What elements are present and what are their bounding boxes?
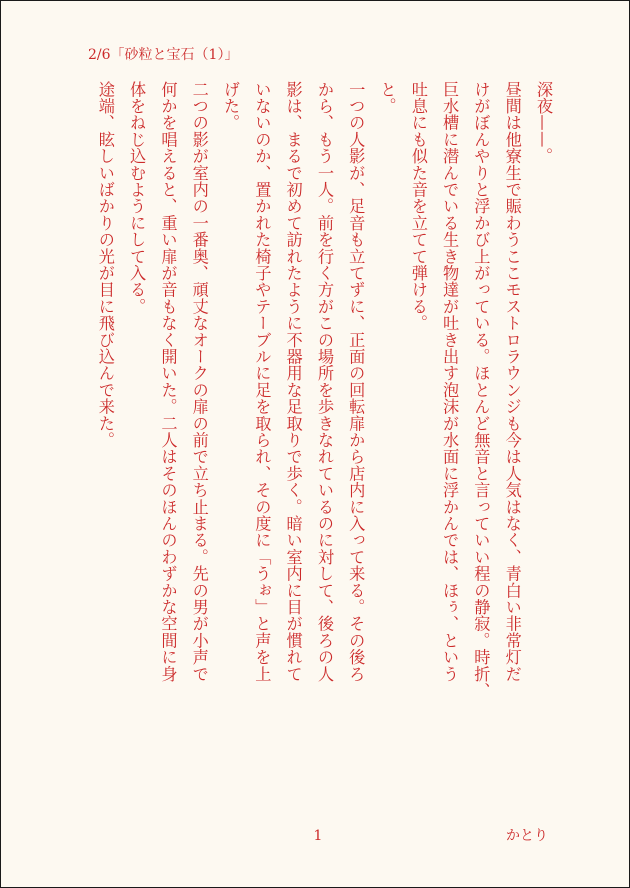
text-line: 二つの影が室内の一番奥、頑丈なオークの扉の前で立ち止まる。先の男が小声で	[189, 81, 209, 683]
text-line: 一つの人影が、足音も立てずに、正面の回転扉から店内に入って来る。その後ろ	[346, 81, 366, 683]
text-line: から、もう一人。前を行く方がこの場所を歩きなれているのに対して、後ろの人	[314, 81, 334, 683]
text-line: 昼間は他寮生で賑わうここモストロラウンジも今は人気はなく、青白い非常灯だ	[502, 81, 522, 683]
text-line: げた。	[221, 81, 241, 132]
text-line: 体をねじ込むようにして入る。	[127, 81, 147, 315]
text-line: と。	[377, 81, 397, 115]
text-line: 巨水槽に潜んでいる生き物達が吐き出す泡沫が水面に浮かんでは、ほぅ、という	[440, 81, 460, 683]
author-name: かとり	[506, 828, 548, 844]
body-text	[90, 81, 559, 761]
chapter-title: 2/6「砂粒と宝石（1）」	[88, 47, 239, 63]
text-line: 吐息にも似た音を立てて弾ける。	[408, 81, 428, 332]
text-line: いないのか、置かれた椅子やテーブルに足を取られ、その度に「うぉ」と声を上	[252, 81, 272, 683]
text-line: 深夜——。	[534, 81, 553, 165]
text-line: けがぼんやりと浮かび上がっている。ほとんど無音と言っていい程の静寂。時折、	[471, 81, 491, 699]
text-line: 影は、まるで初めて訪れたように不器用な足取りで歩く。暗い室内に目が慣れて	[283, 81, 303, 683]
text-line: 何かを唱えると、重い扉が音もなく開いた。二人はそのほんのわずかな空間に身	[158, 81, 178, 683]
page-number: 1	[313, 828, 323, 844]
text-line: 途端、眩しいばかりの光が目に飛び込んで来た。	[95, 81, 115, 449]
